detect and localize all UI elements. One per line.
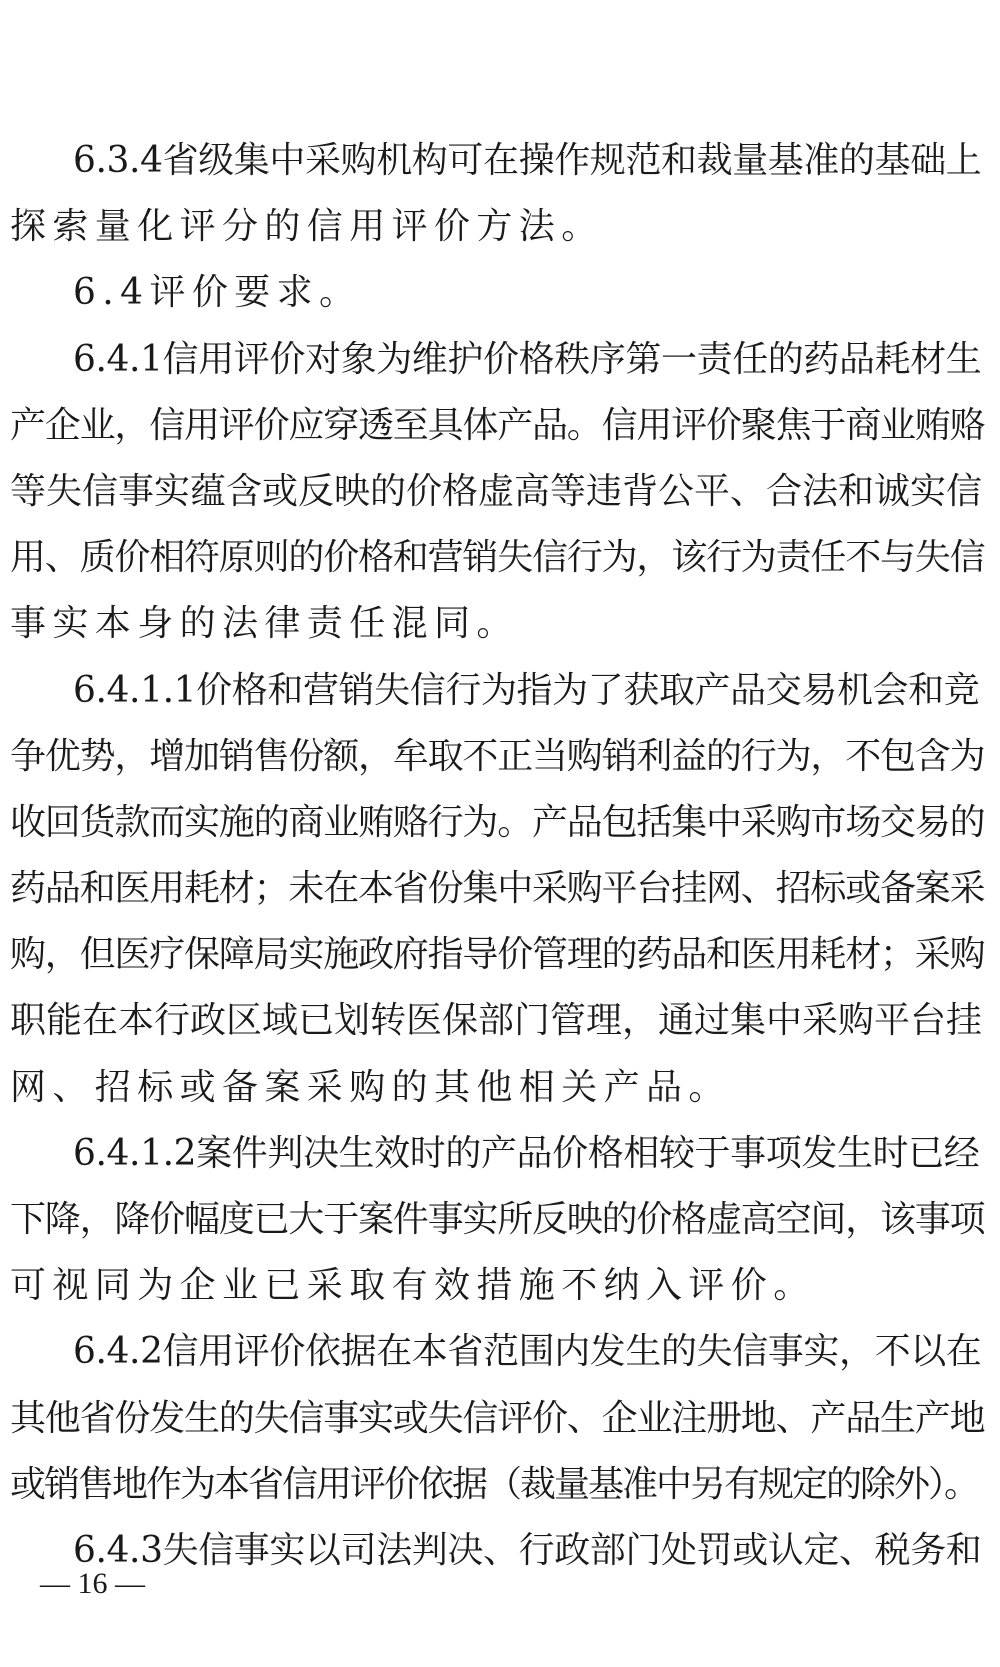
paragraph-line: 其他省份发生的失信事实或失信评价、企业注册地、产品生产地 bbox=[10, 1397, 985, 1439]
paragraph-line: 6.4.1信用评价对象为维护价格秩序第一责任的药品耗材生 bbox=[73, 338, 982, 380]
paragraph-line: 事实本身的法律责任混同。 bbox=[10, 603, 519, 645]
paragraph-line: 6.4.2信用评价依据在本省范围内发生的失信事实，不以在 bbox=[73, 1331, 982, 1373]
section-heading: 6.4评价要求。 bbox=[73, 272, 362, 314]
paragraph-line: 网、招标或备案采购的其他相关产品。 bbox=[10, 1066, 731, 1108]
paragraph-line: 6.4.1.1价格和营销失信行为指为了获取产品交易机会和竞 bbox=[73, 669, 980, 711]
paragraph-line: 药品和医用耗材；未在本省份集中采购平台挂网、招标或备案采 bbox=[10, 868, 985, 910]
paragraph-line: 6.4.1.2案件判决生效时的产品价格相较于事项发生时已经 bbox=[73, 1132, 980, 1174]
paragraph-line: 6.4.3失信事实以司法判决、行政部门处罚或认定、税务和 bbox=[73, 1529, 982, 1571]
paragraph-line: 收回货款而实施的商业贿赂行为。产品包括集中采购市场交易的 bbox=[10, 801, 985, 843]
paragraph-line: 争优势，增加销售份额，牟取不正当购销利益的行为，不包含为 bbox=[10, 735, 985, 777]
paragraph-line: 购，但医疗保障局实施政府指导价管理的药品和医用耗材；采购 bbox=[10, 934, 985, 976]
paragraph-line: 可视同为企业已采取有效措施不纳入评价。 bbox=[10, 1265, 816, 1307]
paragraph-line: 探索量化评分的信用评价方法。 bbox=[10, 206, 604, 248]
paragraph-line: 职能在本行政区域已划转医保部门管理，通过集中采购平台挂 bbox=[10, 1000, 983, 1042]
paragraph-line: 用、质价相符原则的价格和营销失信行为，该行为责任不与失信 bbox=[10, 537, 985, 579]
paragraph-line: 6.3.4省级集中采购机构可在操作规范和裁量基准的基础上 bbox=[73, 140, 982, 181]
page-number: — 16 — bbox=[40, 1567, 145, 1600]
paragraph-line: 产企业，信用评价应穿透至具体产品。信用评价聚焦于商业贿赂 bbox=[10, 404, 985, 446]
paragraph-line: 或销售地作为本省信用评价依据（裁量基准中另有规定的除外）。 bbox=[10, 1463, 979, 1505]
document-body bbox=[10, 128, 985, 1584]
paragraph-line: 等失信事实蕴含或反映的价格虚高等违背公平、合法和诚实信 bbox=[10, 470, 983, 512]
paragraph-line: 下降，降价幅度已大于案件事实所反映的价格虚高空间，该事项 bbox=[10, 1199, 985, 1240]
